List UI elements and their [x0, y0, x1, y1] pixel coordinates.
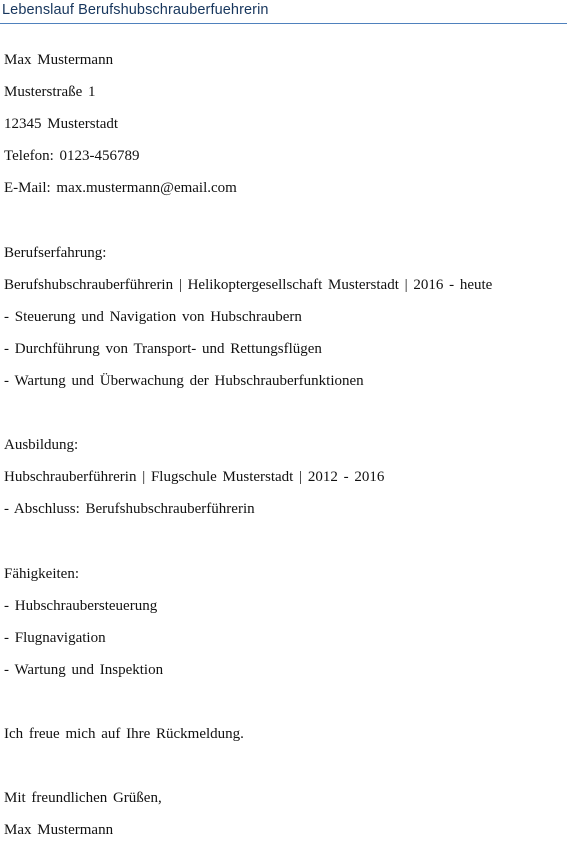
skills-heading: Fähigkeiten:	[4, 565, 79, 582]
closing-signature: Max Mustermann	[4, 822, 114, 839]
experience-heading: Berufserfahrung:	[4, 244, 107, 261]
contact-name: Max Mustermann	[4, 52, 114, 68]
skills-item: - Hubschraubersteuerung	[4, 597, 158, 614]
blank-line	[4, 750, 564, 782]
education-heading: Ausbildung:	[4, 437, 79, 454]
blank-line	[4, 397, 564, 429]
contact-phone: Telefon: 0123-456789	[4, 148, 140, 165]
closing-greeting: Mit freundlichen Grüßen,	[4, 790, 162, 807]
blank-line	[4, 204, 564, 236]
contact-email: E-Mail: max.mustermann@email.com	[4, 180, 237, 197]
experience-item: - Wartung und Überwachung der Hubschrauberfunktionen	[4, 372, 364, 389]
education-item: - Abschluss: Berufshubschrauberführerin	[4, 501, 255, 518]
blank-line	[4, 525, 564, 557]
experience-item: - Steuerung und Navigation von Hubschraubern	[4, 308, 302, 325]
blank-line	[4, 686, 564, 718]
skills-item: - Flugnavigation	[4, 629, 106, 646]
skills-item: - Wartung und Inspektion	[4, 661, 164, 678]
experience-item: - Durchführung von Transport- und Rettungsflügen	[4, 340, 322, 357]
contact-street: Musterstraße 1	[4, 84, 96, 101]
document-body	[4, 44, 564, 846]
closing-remark: Ich freue mich auf Ihre Rückmeldung.	[4, 725, 244, 742]
document-header	[0, 0, 567, 24]
contact-city: 12345 Musterstadt	[4, 116, 119, 133]
education-entry: Hubschrauberführerin | Flugschule Musterstadt | 2012 - 2016	[4, 469, 385, 486]
experience-entry: Berufshubschrauberführerin | Helikoptergesellschaft Musterstadt | 2016 - heute	[4, 276, 493, 293]
document-header-title: Lebenslauf Berufshubschrauberfuehrerin	[2, 2, 269, 18]
